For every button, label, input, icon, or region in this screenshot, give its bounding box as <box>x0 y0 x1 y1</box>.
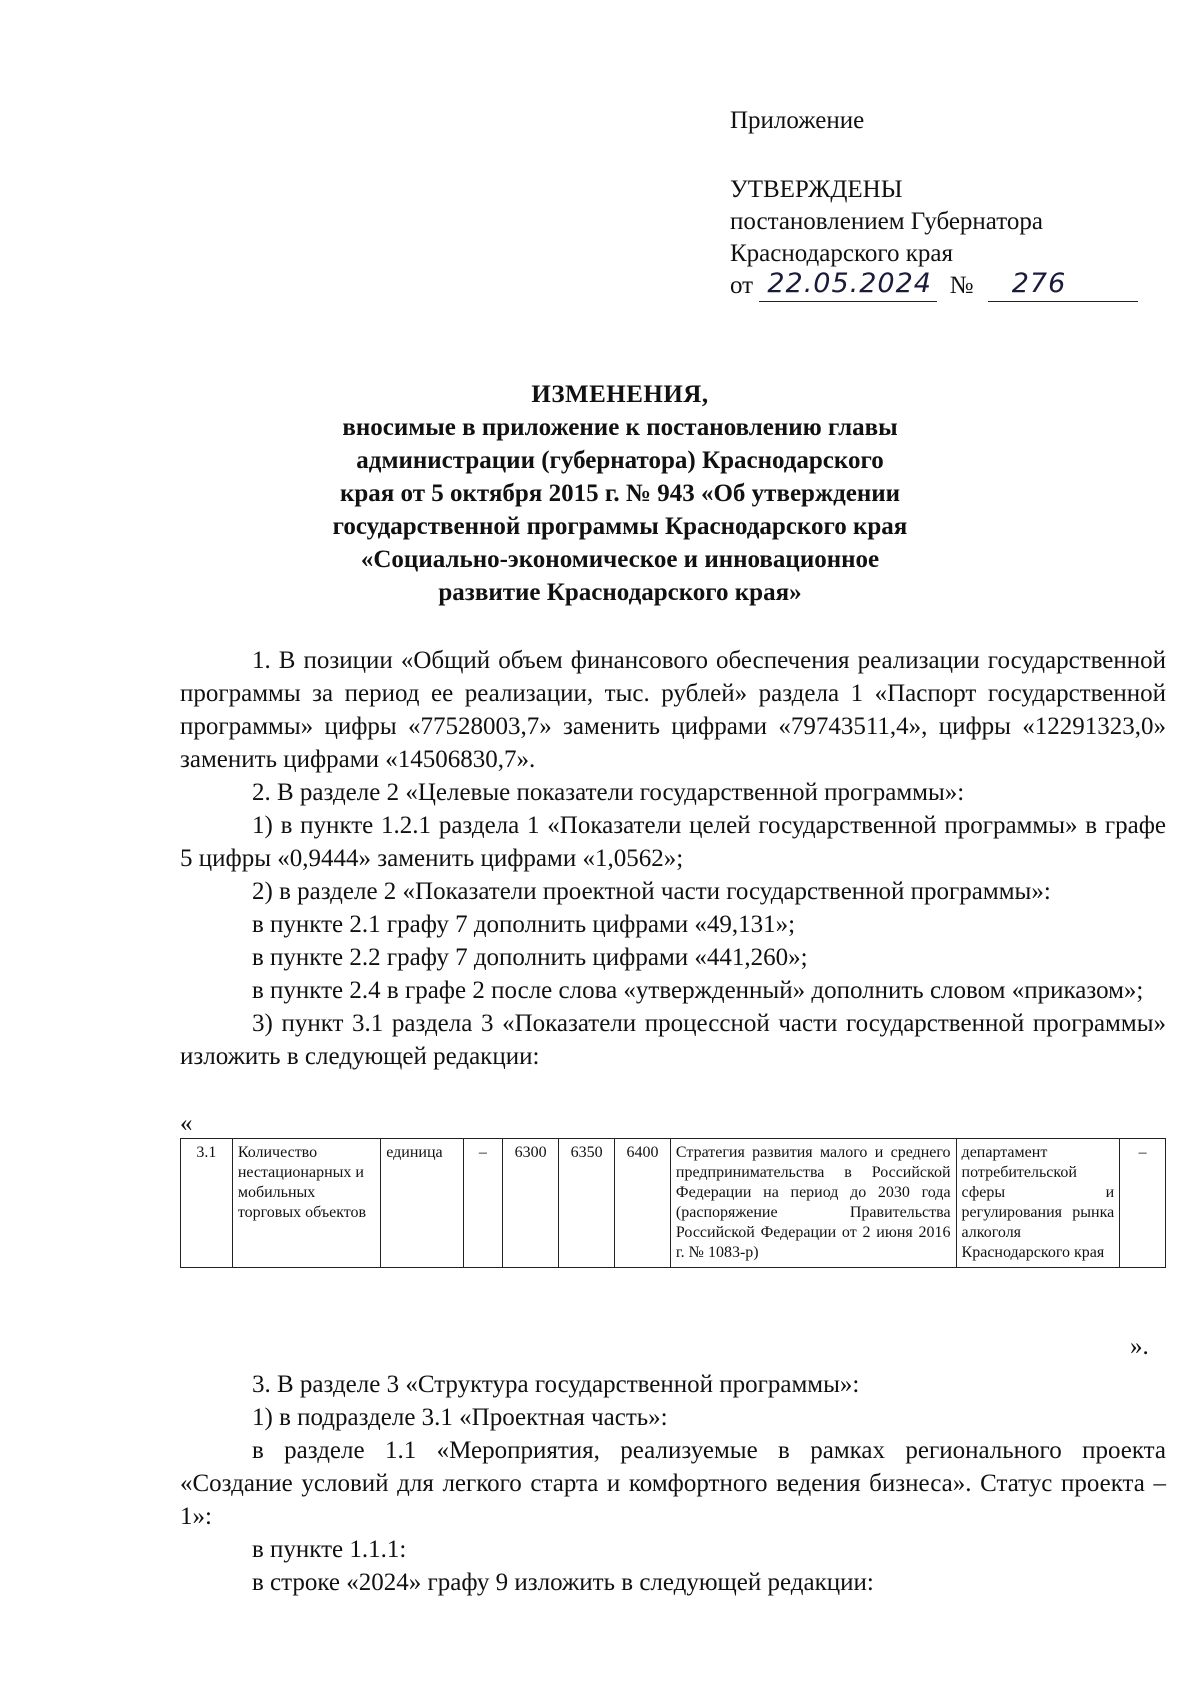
paragraph: 1. В позиции «Общий объем финансового обеспечения реализации государственной программы за период ее реализации, тыс. рублей» раздела 1 «Паспорт государственной программы» цифры «77528003,7» заменить цифрами «79743511,4», цифры «12291323,0» заменить цифрами «14506830,7». <box>180 647 1166 773</box>
approval-block <box>730 174 1138 302</box>
paragraph: 1) в подразделе 3.1 «Проектная часть»: <box>252 1404 668 1431</box>
approved-line-1: постановлением Губернатора <box>730 208 1043 235</box>
document-title <box>310 378 930 609</box>
title-line: вносимые в приложение к постановлению главы <box>342 414 898 441</box>
body-section-2 <box>180 1368 1166 1599</box>
title-line: развитие Краснодарского края» <box>438 579 802 606</box>
cell-value-1: 6300 <box>503 1139 559 1268</box>
cell-dash: – <box>463 1139 503 1268</box>
approved-label: УТВЕРЖДЕНЫ <box>730 176 903 203</box>
title-main: ИЗМЕНЕНИЯ, <box>531 381 709 408</box>
paragraph: 2) в разделе 2 «Показатели проектной части государственной программы»: <box>252 878 1051 905</box>
appendix-label: Приложение <box>730 107 865 134</box>
handwritten-number: 276 <box>1011 268 1067 299</box>
title-line: края от 5 октября 2015 г. № 943 «Об утверждении <box>339 480 901 507</box>
title-line: администрации (губернатора) Краснодарского <box>356 447 884 474</box>
from-label: от <box>730 272 754 299</box>
title-line: «Социально-экономическое и инновационное <box>360 546 880 573</box>
cell-basis: Стратегия развития малого и среднего предпринимательства в Российской Федерации на период до 2030 года (распоряжение Правительства Российской Федерации от 2 июня 2016 г. № 1083-р) <box>670 1139 956 1268</box>
body-section-1 <box>180 644 1166 1073</box>
cell-indicator-name: Количество нестационарных и мобильных торговых объектов <box>232 1139 380 1268</box>
cell-unit: единица <box>381 1139 463 1268</box>
paragraph: в пункте 2.1 графу 7 дополнить цифрами «49,131»; <box>252 911 796 938</box>
cell-number: 3.1 <box>181 1139 233 1268</box>
quote-open: « <box>180 1110 193 1137</box>
handwritten-date: 22.05.2024 <box>767 268 932 299</box>
cell-value-2: 6350 <box>559 1139 615 1268</box>
table-row <box>181 1139 1166 1268</box>
quote-close: ». <box>1130 1333 1149 1360</box>
paragraph: в пункте 1.1.1: <box>252 1536 407 1563</box>
paragraph: 3. В разделе 3 «Структура государственной программы»: <box>252 1371 860 1398</box>
number-field <box>988 268 1138 302</box>
paragraph: 2. В разделе 2 «Целевые показатели государственной программы»: <box>252 779 965 806</box>
date-field <box>759 268 937 302</box>
paragraph: 1) в пункте 1.2.1 раздела 1 «Показатели целей государственной программы» в графе 5 цифры «0,9444» заменить цифрами «1,0562»; <box>180 812 1166 872</box>
paragraph: в пункте 2.4 в графе 2 после слова «утвержденный» дополнить словом «приказом»; <box>252 977 1144 1004</box>
paragraph: в разделе 1.1 «Мероприятия, реализуемые в рамках регионального проекта «Создание условий для легкого старта и комфортного ведения бизнеса». Статус проекта – 1»: <box>180 1437 1166 1530</box>
title-line: государственной программы Краснодарского края <box>332 513 908 540</box>
cell-last: – <box>1120 1139 1166 1268</box>
paragraph: в строке «2024» графу 9 изложить в следующей редакции: <box>252 1569 874 1596</box>
approved-line-2: Краснодарского края <box>730 240 953 267</box>
paragraph: 3) пункт 3.1 раздела 3 «Показатели процессной части государственной программы» изложить в следующей редакции: <box>180 1010 1166 1070</box>
approval-date-number <box>730 270 1138 302</box>
number-label: № <box>949 272 974 299</box>
indicator-table <box>180 1138 1166 1268</box>
paragraph: в пункте 2.2 графу 7 дополнить цифрами «441,260»; <box>252 944 808 971</box>
cell-responsible: департамент потребительской сферы и регулирования рынка алкоголя Краснодарского края <box>956 1139 1120 1268</box>
cell-value-3: 6400 <box>615 1139 671 1268</box>
